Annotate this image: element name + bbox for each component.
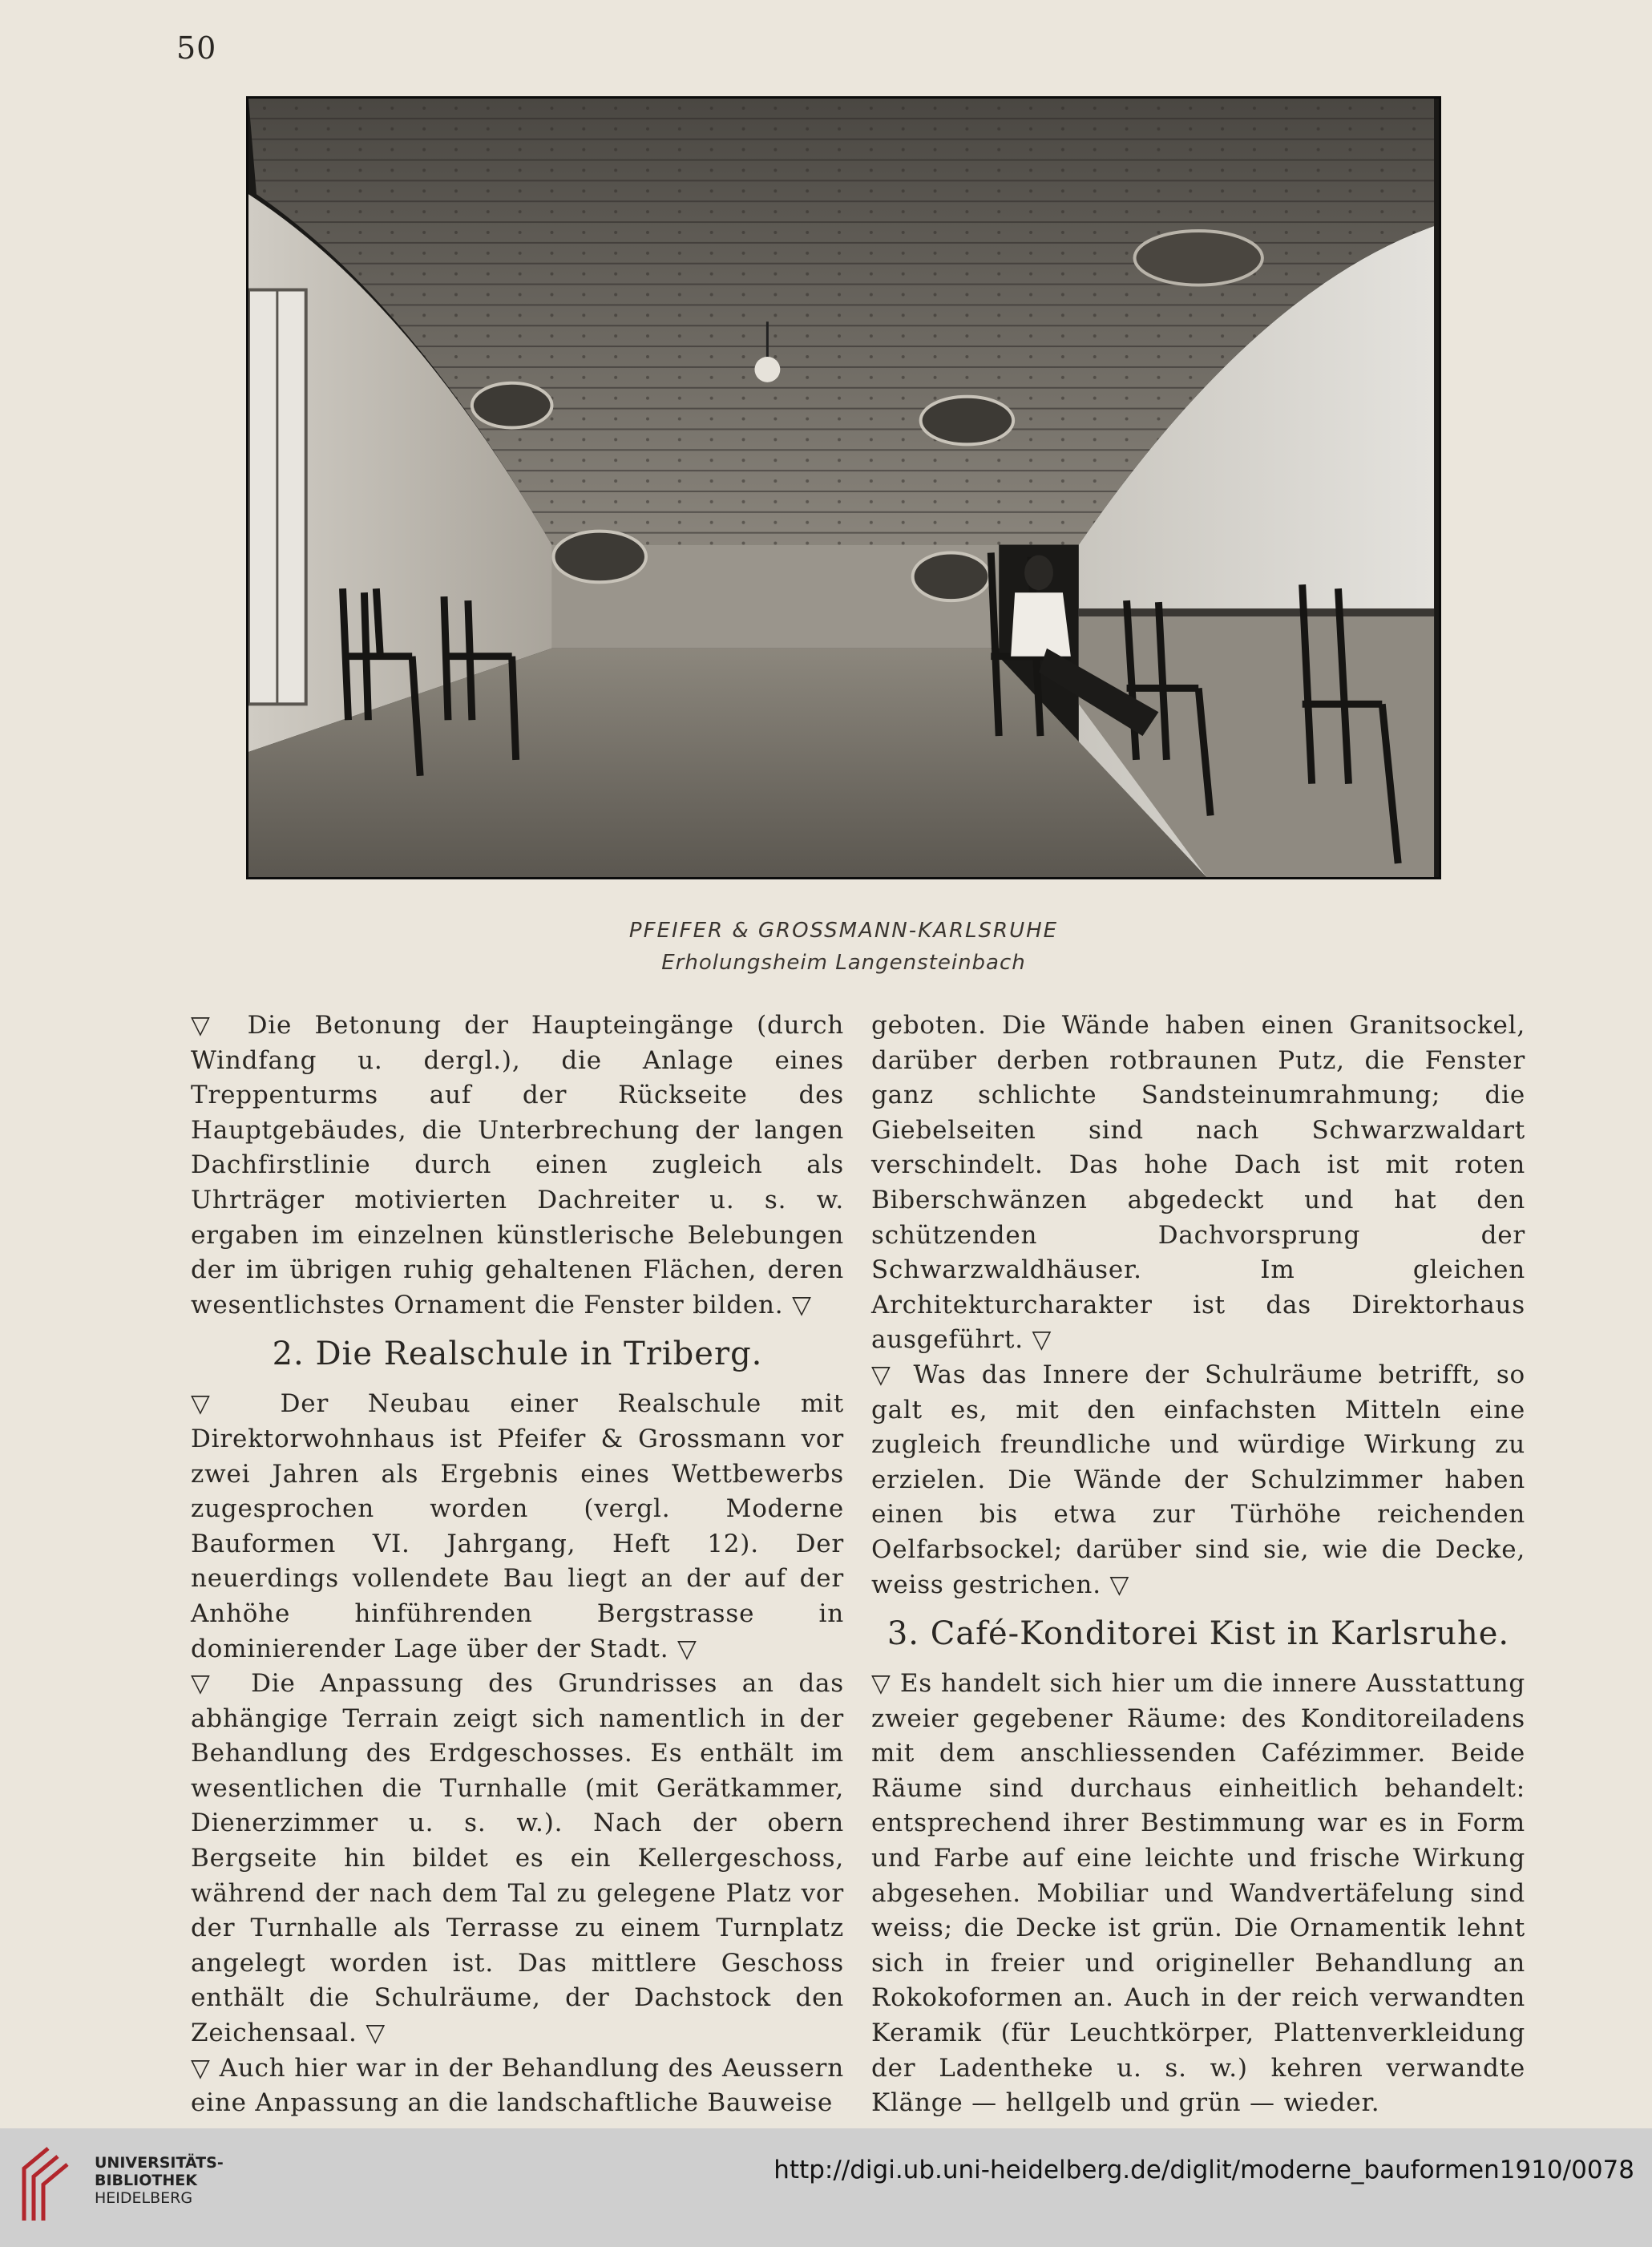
photo-image xyxy=(248,99,1439,877)
library-logo-icon xyxy=(18,2144,74,2225)
library-footer xyxy=(0,2128,1652,2247)
paragraph: ▽ Die Anpassung des Grundrisses an das abhängige Terrain zeigt sich namentlich in der Behandlung des Erdgeschosses. Es enthält im wesentlichen die Turnhalle (mit Gerätkammer, Dienerzimmer u. s. w.). Nach der obern Bergseite hin bildet es ein Kellergeschoss, während der nach dem Tal zu gelegene Platz vor der Turnhalle als Terrasse zu einem Turnplatz angelegt worden ist. Das mittlere Geschoss enthält die Schulräume, der Dachstock den Zeichensaal. ▽ xyxy=(191,1669,844,2048)
text-column-left xyxy=(191,1008,844,2121)
library-name xyxy=(95,2154,224,2207)
source-url-link[interactable]: http://digi.ub.uni-heidelberg.de/diglit/moderne_bauformen1910/0078 xyxy=(773,2156,1634,2184)
page-number: 50 xyxy=(176,30,217,66)
text-column-right xyxy=(871,1008,1525,2152)
paragraph: ▽ Es handelt sich hier um die innere Ausstattung zweier gegebener Räume: des Konditoreiladens mit dem anschliessenden Cafézimmer. Beide Räume sind durchaus einheitlich behandelt: entsprechend ihrer Bestimmung war es in Form und Farbe auf eine leichte und frische Wirkung abgesehen. Mobiliar und Wandvertäfelung sind weiss; die Decke ist grün. Die Ornamentik lehnt sich in freier und origineller Behandlung an Rokokoformen an. Auch in der reich verwandten Keramik (für Leuchtkörper, Plattenverkleidung der Ladentheke u. s. w.) kehren verwandte Klänge — hellgelb und grün — wieder. xyxy=(871,1669,1525,2118)
library-name-line: BIBLIOTHEK xyxy=(95,2172,197,2189)
figure-caption-author: PFEIFER & GROSSMANN-KARLSRUHE xyxy=(628,919,1059,943)
library-name-line: UNIVERSITÄTS- xyxy=(95,2154,224,2172)
library-name-line: HEIDELBERG xyxy=(95,2189,193,2207)
paragraph: ▽ Der Neubau einer Realschule mit Direktorwohnhaus ist Pfeifer & Grossmann vor zwei Jahren als Ergebnis eines Wettbewerbs zugesprochen worden (vergl. Moderne Bauformen VI. Jahrgang, Heft 12). Der neuerdings vollendete Bau liegt an der auf der Anhöhe hinführenden Bergstrasse in dominierender Lage über der Stadt. ▽ xyxy=(191,1389,844,1663)
section-heading: 3. Café-Konditorei Kist in Karlsruhe. xyxy=(887,1615,1510,1653)
paragraph: ▽ Was das Innere der Schulräume betrifft, so galt es, mit den einfachsten Mitteln eine zugleich freundliche und würdige Wirkung zu erzielen. Die Wände der Schulzimmer haben einen bis etwa zur Türhöhe reichenden Oelfarbsockel; darüber sind sie, wie die Decke, weiss gestrichen. ▽ xyxy=(871,1360,1525,1599)
paragraph: geboten. Die Wände haben einen Granitsockel, darüber derben rotbraunen Putz, die Fenster ganz schlichte Sandsteinumrahmung; die Giebelseiten sind nach Schwarzwaldart verschindelt. Das hohe Dach ist mit roten Biberschwänzen abgedeckt und hat den schützenden Dachvorsprung der Schwarzwaldhäuser. Im gleichen Architekturcharakter ist das Direktorhaus ausgeführt. ▽ xyxy=(871,1011,1525,1355)
paragraph: ▽ Die Betonung der Haupteingänge (durch Windfang u. dergl.), die Anlage eines Treppenturms auf der Rückseite des Hauptgebäudes, die Unterbrechung der langen Dachfirstlinie durch einen zugleich als Uhrträger motivierten Dachreiter u. s. w. ergaben im einzelnen künstlerische Belebungen der im übrigen ruhig gehaltenen Flächen, deren wesentlichstes Ornament die Fenster bilden. ▽ xyxy=(191,1011,844,1320)
figure-caption-title: Erholungsheim Langensteinbach xyxy=(661,951,1026,975)
photograph-veranda-interior xyxy=(246,96,1441,879)
paragraph: ▽ Auch hier war in der Behandlung des Aeussern eine Anpassung an die landschaftliche Bauweise xyxy=(191,2053,844,2118)
section-heading: 2. Die Realschule in Triberg. xyxy=(272,1336,763,1373)
